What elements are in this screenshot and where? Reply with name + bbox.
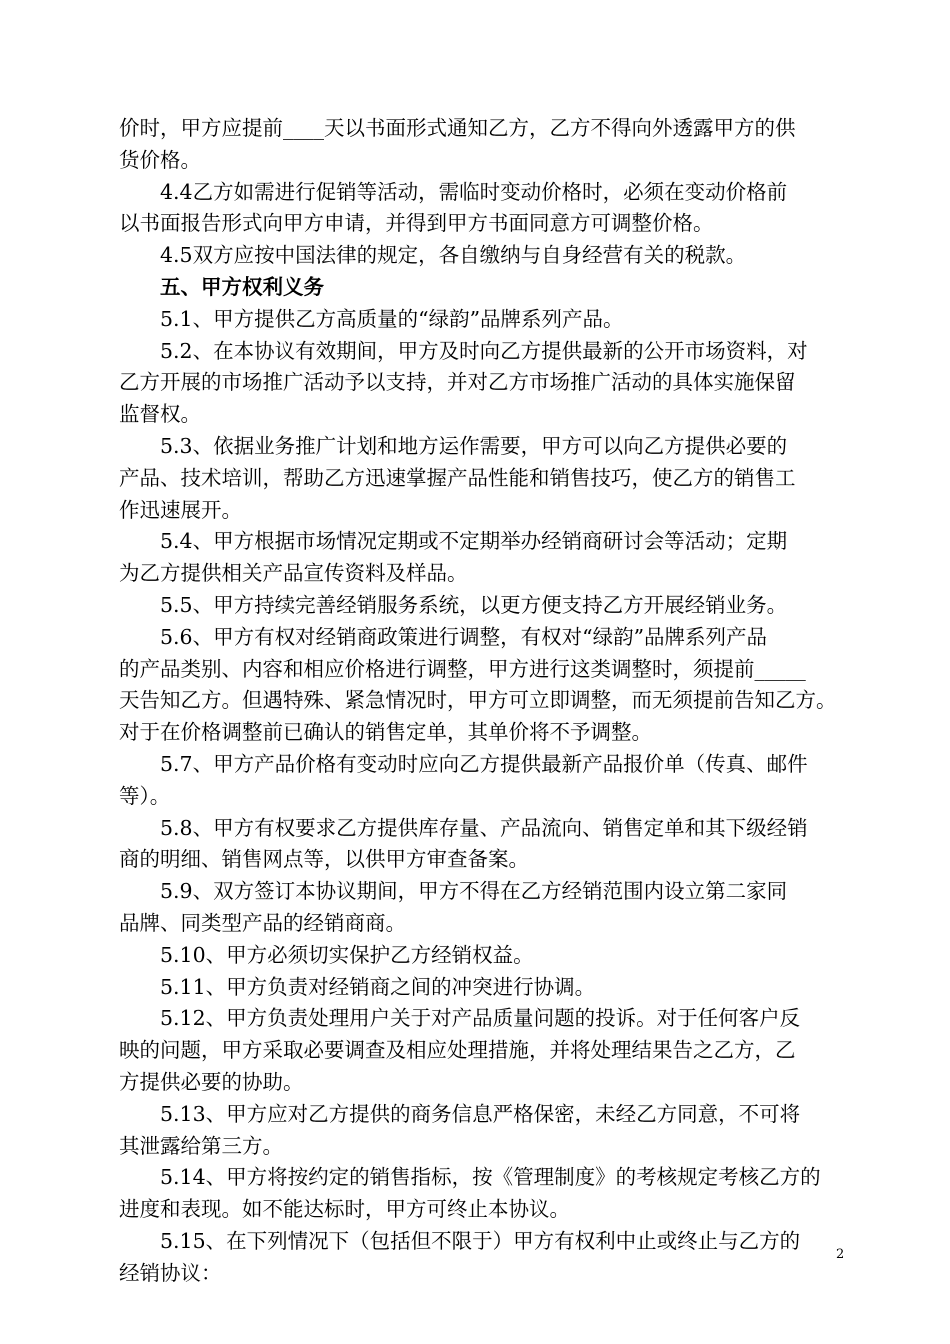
clause-5-15: 5.15、在下列情况下（包括但不限于）甲方有权利中止或终止与乙方的	[160, 1228, 801, 1253]
document-body	[119, 113, 853, 1289]
text-line: 天告知乙方。但遇特殊、紧急情况时，甲方可立即调整，而无须提前告知乙方。	[119, 688, 837, 713]
text-line: 为乙方提供相关产品宣传资料及样品。	[119, 561, 468, 586]
text-line: 映的问题，甲方采取必要调查及相应处理措施，并将处理结果告之乙方，乙	[119, 1038, 796, 1063]
text-line: 商的明细、销售网点等，以供甲方审查备案。	[119, 847, 529, 872]
clause-5-9: 5.9、双方签订本协议期间，甲方不得在乙方经销范围内设立第二家同	[160, 879, 788, 904]
text-line: 进度和表现。如不能达标时，甲方可终止本协议。	[119, 1197, 570, 1222]
text-line: 监督权。	[119, 402, 201, 427]
page-number: 2	[836, 1247, 845, 1262]
clause-4-4: 4.4乙方如需进行促销等活动，需临时变动价格时，必须在变动价格前	[160, 179, 788, 204]
text-line: 对于在价格调整前已确认的销售定单，其单价将不予调整。	[119, 720, 652, 745]
text-line: 经销协议：	[119, 1260, 222, 1285]
clause-5-3: 5.3、依据业务推广计划和地方运作需要，甲方可以向乙方提供必要的	[160, 433, 788, 458]
text-line: 其泄露给第三方。	[119, 1133, 283, 1158]
clause-5-4: 5.4、甲方根据市场情况定期或不定期举办经销商研讨会等活动；定期	[160, 529, 788, 554]
text-line: 方提供必要的协助。	[119, 1069, 304, 1094]
text-line: 作迅速展开。	[119, 497, 242, 522]
text-line: 品牌、同类型产品的经销商商。	[119, 910, 406, 935]
section-heading: 五、甲方权利义务	[160, 274, 324, 299]
text-line: 货价格。	[119, 147, 201, 172]
text-line: 价时，甲方应提前____天以书面形式通知乙方，乙方不得向外透露甲方的供	[119, 116, 796, 140]
clause-5-2: 5.2、在本协议有效期间，甲方及时向乙方提供最新的公开市场资料，对	[160, 338, 808, 363]
clause-5-11: 5.11、甲方负责对经销商之间的冲突进行协调。	[160, 974, 596, 999]
text-line: 乙方开展的市场推广活动予以支持，并对乙方市场推广活动的具体实施保留	[119, 370, 796, 395]
clause-5-1: 5.1、甲方提供乙方高质量的“绿韵”品牌系列产品。	[160, 306, 624, 331]
text-line: 以书面报告形式向甲方申请，并得到甲方书面同意方可调整价格。	[119, 211, 714, 236]
clause-5-5: 5.5、甲方持续完善经销服务系统，以更方便支持乙方开展经销业务。	[160, 592, 788, 617]
clause-5-6: 5.6、甲方有权对经销商政策进行调整，有权对“绿韵”品牌系列产品	[160, 624, 768, 649]
clause-5-7: 5.7、甲方产品价格有变动时应向乙方提供最新产品报价单（传真、邮件	[160, 751, 808, 776]
text-line: 的产品类别、内容和相应价格进行调整，甲方进行这类调整时，须提前_____	[119, 656, 806, 681]
clause-5-13: 5.13、甲方应对乙方提供的商务信息严格保密，未经乙方同意，不可将	[160, 1101, 801, 1126]
clause-5-14: 5.14、甲方将按约定的销售指标，按《管理制度》的考核规定考核乙方的	[160, 1165, 821, 1190]
clause-5-12: 5.12、甲方负责处理用户关于对产品质量问题的投诉。对于任何客户反	[160, 1006, 801, 1031]
text-line: 等）。	[119, 783, 171, 808]
text-line: 产品、技术培训，帮助乙方迅速掌握产品性能和销售技巧，使乙方的销售工	[119, 465, 796, 490]
clause-4-5: 4.5双方应按中国法律的规定，各自缴纳与自身经营有关的税款。	[160, 243, 747, 268]
clause-5-10: 5.10、甲方必须切实保护乙方经销权益。	[160, 942, 534, 967]
clause-5-8: 5.8、甲方有权要求乙方提供库存量、产品流向、销售定单和其下级经销	[160, 815, 808, 840]
